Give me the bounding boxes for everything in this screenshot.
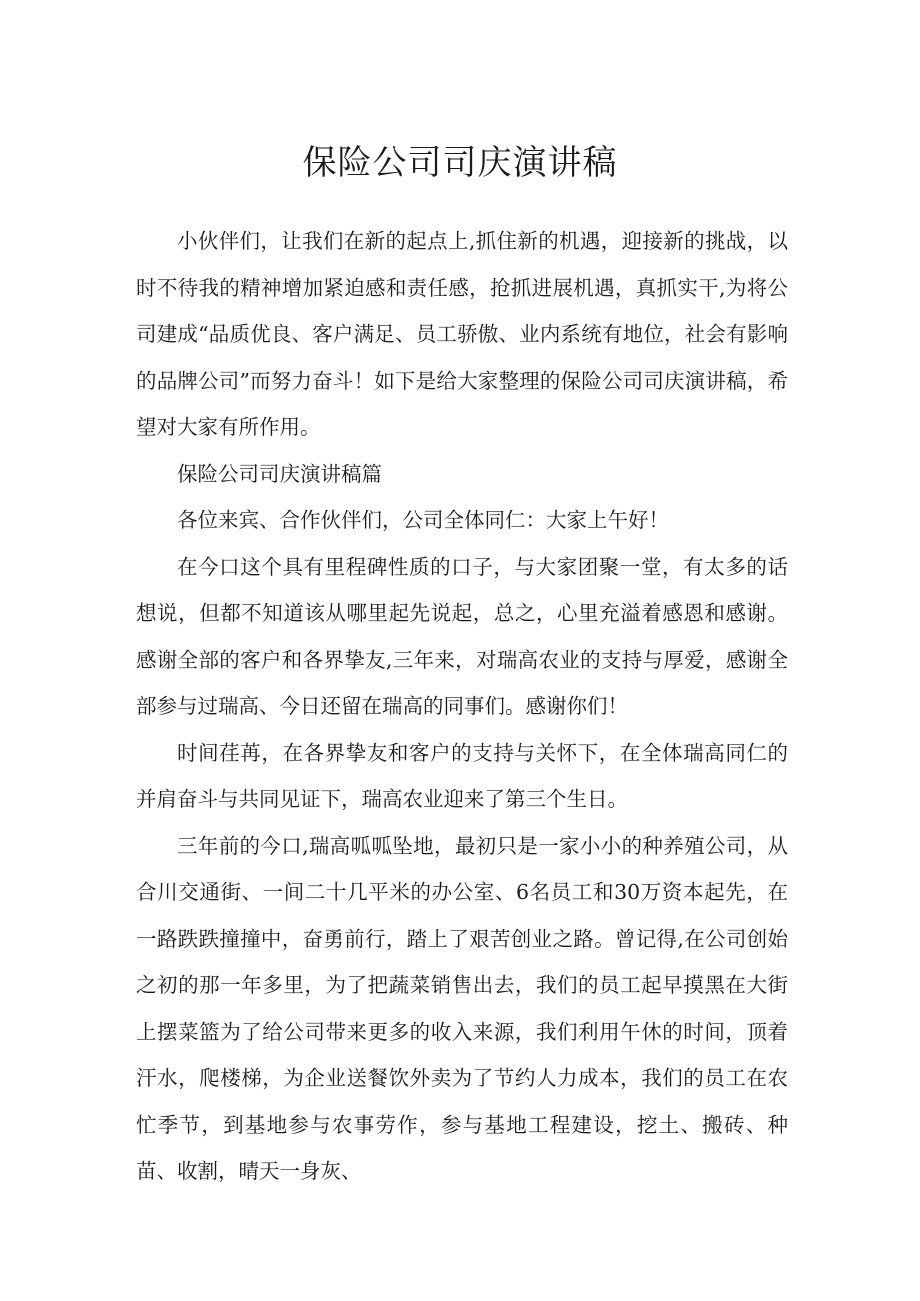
paragraph-anniversary: 时间荏苒，在各界挚友和客户的支持与关怀下，在全体瑞高同仁的并肩奋斗与共同见证下，瑞高农业迎来了第三个生日。 — [136, 740, 788, 811]
paragraph-thanks: 在今口这个具有里程碑性质的口子，与大家团聚一堂，有太多的话想说，但都不知道该从哪里起先说起，总之，心里充溢着感恩和感谢。感谢全部的客户和各界挚友,三年来，对瑞高农业的支持与厚爱，感谢全部参与过瑞高、今日还留在瑞高的同事们。感谢你们！ — [136, 554, 788, 718]
document-body — [136, 218, 788, 1195]
paragraph-greeting: 各位来宾、合作伙伴们，公司全体同仁：大家上午好！ — [177, 508, 669, 532]
paragraph-history: 三年前的今口,瑞高呱呱坠地，最初只是一家小小的种养殖公司，从合川交通街、一间二十几平米的办公室、6名员工和30万资本起先，在一路跌跌撞撞中，奋勇前行，踏上了艰苦创业之路。曾记得,在公司创始之初的那一年多里，为了把蔬菜销售出去，我们的员工起早摸黑在大街上摆菜篮为了给公司带来更多的收入来源，我们利用午休的时间，顶着汗水，爬楼梯，为企业送餐饮外卖为了节约人力成本，我们的员工在农忙季节，到基地参与农事劳作，参与基地工程建设，挖土、搬砖、种苗、收割，晴天一身灰、 — [136, 833, 788, 1183]
paragraph-intro: 小伙伴们，让我们在新的起点上,抓住新的机遇，迎接新的挑战，以时不待我的精神增加紧迫感和责任感，抢抓进展机遇，真抓实干,为将公司建成“品质优良、客户满足、员工骄傲、业内系统有地位，社会有影响的品牌公司”而努力奋斗！如下是给大家整理的保险公司司庆演讲稿，希望对大家有所作用。 — [136, 229, 788, 439]
paragraph-subtitle: 保险公司司庆演讲稿篇 — [177, 461, 382, 486]
document-title: 保险公司司庆演讲稿 — [302, 143, 618, 183]
